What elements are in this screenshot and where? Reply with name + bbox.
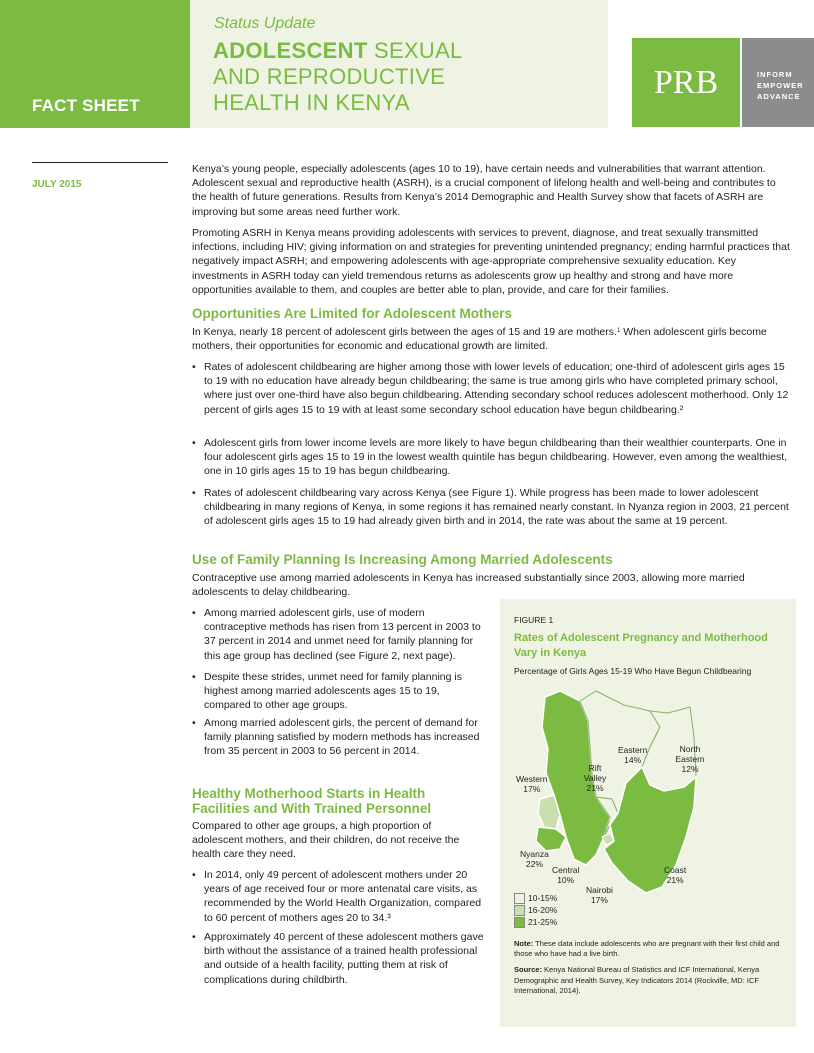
region-label-coast bbox=[664, 865, 686, 885]
title-line-1-rest: SEXUAL bbox=[367, 38, 463, 63]
region-value: 22% bbox=[525, 859, 543, 869]
note-text: These data include adolescents who are pregnant with their first child and those who have had a live birth. bbox=[514, 939, 780, 958]
bullet-text: Among married adolescent girls, use of modern contraceptive methods has risen from 13 percent in 2003 to 37 percent in 2014 and unmet need for family planning for this age group has declined (see Figure 2, next page). bbox=[204, 607, 481, 662]
title-line-1 bbox=[213, 38, 463, 64]
region-name: Eastern bbox=[618, 745, 648, 755]
region-value: 17% bbox=[523, 784, 541, 794]
figure-label: FIGURE 1 bbox=[514, 615, 554, 625]
section-1-lead bbox=[192, 325, 792, 353]
section-2-lead: Contraceptive use among married adolescents in Kenya has increased substantially since 2003, allowing more married adolescents to delay childbearing. bbox=[192, 572, 745, 599]
intro-paragraph-2: Promoting ASRH in Kenya means providing adolescents with services to prevent, diagnose, and treat sexually transmitted infections, including HIV; giving information on and strategies for preventing unintended pregnancy; ending harmful practices that negatively impact ASRH; and empowering adolescents with age-appropriate comprehensive sexuality education. Key investments in ASRH today can yield tremendous returns as adolescents grow up healthy and strong and have more opportunities available to them, and couples are better able to plan, provide, and care for their families. bbox=[192, 227, 790, 296]
region-name: Nyanza bbox=[520, 849, 549, 859]
intro-paragraph-1: Kenya’s young people, especially adolescents (ages 10 to 19), have certain needs and vulnerabilities that warrant attention. Adolescent sexual and reproductive health (ASRH), is a crucial component of lifelong health and well-being and contributes to the health of future generations. Results from Kenya’s 2014 Demographic and Health Survey show that facets of ASRH are improving but some areas need further work. bbox=[192, 163, 776, 218]
figure-source bbox=[514, 965, 786, 997]
fact-sheet-banner bbox=[0, 0, 190, 128]
legend-label: 10-15% bbox=[528, 893, 558, 903]
legend-item-2 bbox=[514, 905, 557, 916]
region-value: 14% bbox=[624, 755, 642, 765]
section-1-heading: Opportunities Are Limited for Adolescent Mothers bbox=[192, 306, 513, 321]
source-text: Kenya National Bureau of Statistics and ICF International, Kenya Demographic and Health Survey, Key Indicators 2014 (Rockville, MD: ICF International, 2014). bbox=[514, 965, 760, 995]
bullet-text: Despite these strides, unmet need for family planning is highest among married adolescents ages 15 to 19, compared to other age groups. bbox=[204, 671, 462, 712]
figure-note bbox=[514, 939, 786, 959]
figure-subtitle: Percentage of Girls Ages 15-19 Who Have Begun Childbearing bbox=[514, 666, 752, 676]
kenya-map bbox=[500, 687, 796, 927]
region-name: North Eastern bbox=[675, 744, 705, 764]
region-nyanza bbox=[536, 827, 566, 851]
section-3-heading-line-1: Healthy Motherhood Starts in Health bbox=[192, 786, 426, 801]
legend-label: 16-20% bbox=[528, 905, 558, 915]
legend-item-3 bbox=[514, 917, 557, 928]
bullet-text: Approximately 40 percent of these adolescent mothers gave birth without the assistance of a trained health professional and outside of a health facility, putting them at risk of complications during childbirth. bbox=[204, 931, 484, 986]
section-3-lead: Compared to other age groups, a high proportion of adolescent mothers, and their children, do not receive the health care they need. bbox=[192, 820, 460, 861]
bullet-text: Rates of adolescent childbearing are higher among those with lower levels of education; one-third of adolescent girls ages 15 to 19 with no education have already begun childbearing; the same is true among girls who have completed primary school, where just over one-third have also begun childbearing. Attending secondary school reduces adolescent motherhood. Only 12 percent of girls ages 15 to 19 with at least some secondary school education have begun childbearing.² bbox=[204, 361, 789, 416]
title-line-3: HEALTH IN KENYA bbox=[213, 90, 410, 115]
region-name: Western bbox=[516, 774, 548, 784]
footnote-1: 1 bbox=[616, 328, 621, 334]
legend-swatch bbox=[514, 917, 525, 928]
region-name: Coast bbox=[664, 865, 687, 875]
date-divider bbox=[32, 162, 168, 163]
region-label-rift-valley bbox=[580, 763, 610, 793]
region-label-nyanza bbox=[520, 849, 549, 869]
region-name: Nairobi bbox=[586, 885, 613, 895]
region-value: 17% bbox=[590, 895, 608, 905]
region-value: 21% bbox=[666, 875, 684, 885]
region-label-eastern bbox=[618, 745, 647, 765]
note-label: Note: bbox=[514, 939, 534, 948]
prb-logo-text: PRB bbox=[653, 64, 719, 101]
publication-date: JULY 2015 bbox=[32, 179, 82, 190]
region-label-nairobi bbox=[586, 885, 613, 905]
section-3-heading-line-2: Facilities and With Trained Personnel bbox=[192, 801, 432, 816]
title-line-2: AND REPRODUCTIVE bbox=[213, 64, 446, 89]
title-bold: ADOLESCENT bbox=[213, 38, 368, 63]
region-name: Central bbox=[552, 865, 580, 875]
tagline-advance: ADVANCE bbox=[757, 92, 801, 101]
legend-label: 21-25% bbox=[528, 917, 558, 927]
legend-swatch bbox=[514, 893, 525, 904]
region-value: 12% bbox=[681, 764, 699, 774]
bullet-text: In 2014, only 49 percent of adolescent mothers under 20 years of age received four or more antenatal care visits, as recommended by the World Health Organization, compared to 60 percent of mothers ages 20 to 34.³ bbox=[204, 869, 482, 924]
region-label-north-eastern bbox=[670, 744, 710, 774]
tagline-empower: EMPOWER bbox=[757, 81, 804, 90]
bullet-text: Among married adolescent girls, the percent of demand for family planning satisfied by modern methods has increased from 35 percent in 2003 to 56 percent in 2014. bbox=[204, 717, 480, 758]
region-label-central bbox=[552, 865, 579, 885]
figure-title: Rates of Adolescent Pregnancy and Motherhood Vary in Kenya bbox=[514, 632, 768, 659]
source-label: Source: bbox=[514, 965, 542, 974]
region-name: Rift Valley bbox=[583, 763, 607, 783]
status-label: Status Update bbox=[214, 15, 316, 32]
region-value: 21% bbox=[586, 783, 604, 793]
title-banner bbox=[190, 0, 608, 128]
region-label-western bbox=[516, 774, 548, 794]
figure-1 bbox=[500, 599, 796, 1027]
legend-item-1 bbox=[514, 893, 557, 904]
bullet-text: Rates of adolescent childbearing vary across Kenya (see Figure 1). While progress has been made to lower adolescent childbearing in many regions of Kenya, in some regions it has remained nearly constant. In Nyanza region in 2003, 21 percent of adolescent girls ages 15 to 19 had already given birth and in 2014, the rate was about the same at 19 percent. bbox=[204, 487, 789, 528]
tagline-inform: INFORM bbox=[757, 70, 793, 79]
fact-sheet-label: FACT SHEET bbox=[32, 96, 140, 115]
section-2-heading: Use of Family Planning Is Increasing Among Married Adolescents bbox=[192, 552, 613, 567]
region-value: 10% bbox=[557, 875, 575, 885]
legend-swatch bbox=[514, 905, 525, 916]
tagline-box bbox=[742, 38, 814, 127]
prb-logo bbox=[632, 38, 740, 127]
section-1-lead-b: When adolescent girls become mothers, their opportunities for economic and educational growth are limited. bbox=[192, 326, 767, 353]
section-1-lead-a: In Kenya, nearly 18 percent of adolescent girls between the ages of 15 and 19 are mothers. bbox=[192, 326, 617, 338]
bullet-text: Adolescent girls from lower income levels are more likely to have begun childbearing than their wealthier counterparts. One in four adolescent girls ages 15 to 19 in the lowest wealth quintile has begun childbearing. However, even among the wealthiest, one in 10 girls ages 15 to 19 has begun childbearing. bbox=[204, 437, 788, 478]
